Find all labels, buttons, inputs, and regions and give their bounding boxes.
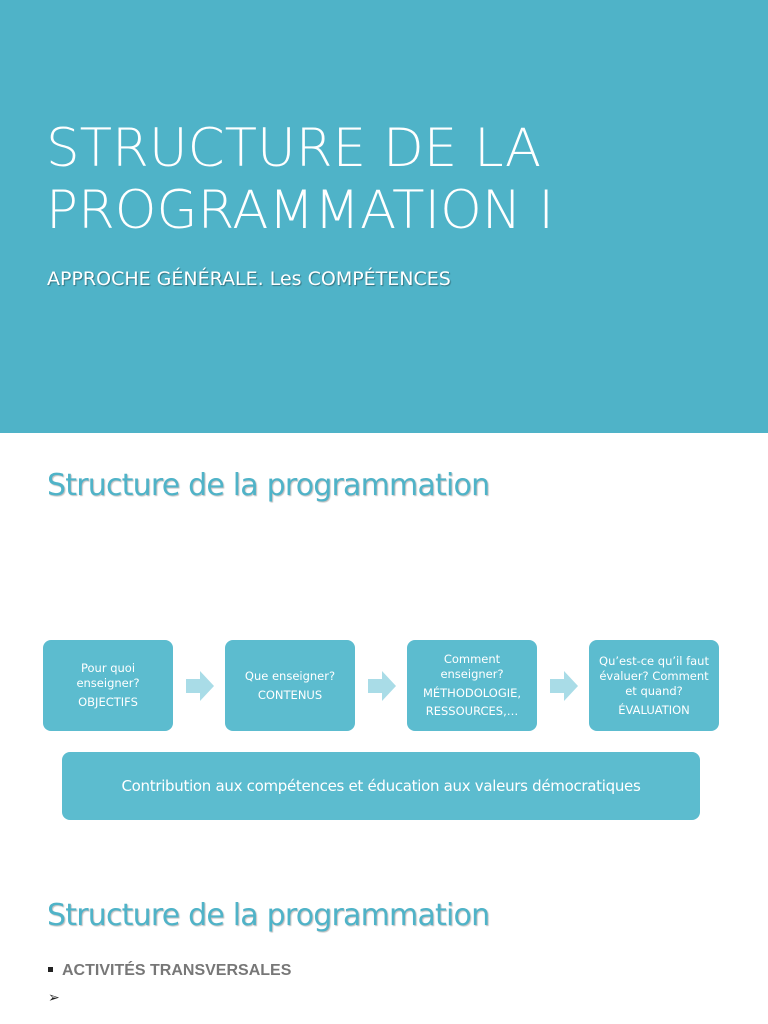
box-contenus [225, 640, 355, 731]
box-answer-2: RESSOURCES,… [425, 704, 519, 718]
box-objectifs [43, 640, 173, 731]
box-answer: MÉTHODOLOGIE, [422, 686, 522, 700]
right-arrow-icon [550, 671, 578, 701]
right-arrow-icon [368, 671, 396, 701]
competences-banner: Contribution aux compétences et éducation aux valeurs démocratiques [62, 752, 700, 820]
box-question: Comment enseigner? [440, 652, 504, 681]
right-arrow-icon [186, 671, 214, 701]
title-slide [0, 0, 768, 433]
box-question: Qu’est-ce qu’il faut évaluer? Comment et quand? [599, 653, 709, 698]
box-methodologie [407, 640, 537, 731]
main-title-line-2: PROGRAMMATION I [46, 180, 554, 241]
box-answer: ÉVALUATION [618, 702, 690, 717]
section-1-title: Structure de la programmation [47, 468, 490, 503]
box-question: Pour quoi enseigner? [76, 661, 140, 690]
box-evaluation [589, 640, 719, 731]
main-title [46, 118, 746, 242]
box-question: Que enseigner? [244, 668, 336, 683]
square-bullet-icon [48, 967, 53, 972]
section-2-title: Structure de la programmation [47, 898, 490, 933]
bullet-text: ACTIVITÉS TRANSVERSALES [62, 962, 292, 979]
box-answer: OBJECTIFS [78, 695, 138, 709]
subtitle: APPROCHE GÉNÉRALE. Les COMPÉTENCES [47, 268, 451, 290]
main-title-line-1: STRUCTURE DE LA [46, 118, 542, 179]
arrow-bullet-icon: ➢ [48, 990, 60, 1006]
bullet-item [48, 962, 291, 980]
box-answer: CONTENUS [257, 687, 323, 702]
